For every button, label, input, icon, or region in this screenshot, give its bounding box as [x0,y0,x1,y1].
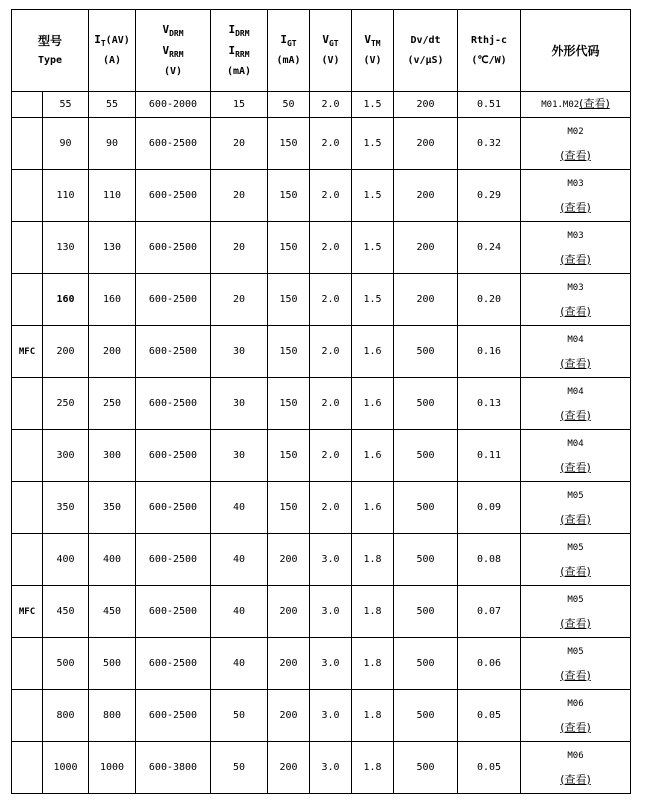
idrm-cell: 50 [211,690,268,742]
rth-cell: 0.32 [458,118,521,170]
rth-cell: 0.07 [458,586,521,638]
vtm-cell: 1.5 [352,92,394,118]
code-value: M05 [567,594,584,605]
it-cell: 250 [89,378,136,430]
rth-cell: 0.05 [458,742,521,794]
header-rth: Rthj-c (℃/W) [458,10,521,92]
header-vdrm-vrrm: $V_{DRM}$ $V_{RRM}$ (V) [136,10,211,92]
vdrm-cell: 600-2500 [136,690,211,742]
igt-cell: 150 [268,274,310,326]
vgt-cell: 2.0 [310,222,352,274]
dvdt-cell: 500 [394,638,458,690]
code-value: M03 [567,282,584,293]
code-cell [521,326,631,378]
table-row [12,326,631,378]
dvdt-cell: 500 [394,430,458,482]
idrm-cell: 30 [211,326,268,378]
model-cell: 55 [43,92,89,118]
view-link[interactable]: (查看) [560,148,591,162]
vtm-cell: 1.8 [352,742,394,794]
rth-cell: 0.20 [458,274,521,326]
rth-cell: 0.51 [458,92,521,118]
rth-cell: 0.16 [458,326,521,378]
igt-cell: 150 [268,222,310,274]
vgt-cell: 2.0 [310,118,352,170]
vdrm-cell: 600-2500 [136,638,211,690]
code-value: M05 [567,490,584,501]
vgt-cell: 2.0 [310,326,352,378]
model-cell: 110 [43,170,89,222]
header-dvdt: Dv/dt (v/μS) [394,10,458,92]
igt-cell: 150 [268,170,310,222]
code-cell [521,482,631,534]
vdrm-cell: 600-2500 [136,170,211,222]
vgt-cell: 2.0 [310,170,352,222]
vdrm-cell: 600-2500 [136,378,211,430]
code-value: M04 [567,438,584,449]
code-value: M03 [567,230,584,241]
idrm-cell: 20 [211,170,268,222]
it-cell: 110 [89,170,136,222]
it-cell: 200 [89,326,136,378]
view-link[interactable]: (查看) [560,252,591,266]
code-cell [521,742,631,794]
rth-cell: 0.09 [458,482,521,534]
vgt-cell: 2.0 [310,274,352,326]
igt-cell: 200 [268,586,310,638]
view-link[interactable]: (查看) [560,408,591,422]
table-body [12,92,631,794]
vgt-cell: 2.0 [310,482,352,534]
vtm-cell: 1.8 [352,586,394,638]
vdrm-cell: 600-2500 [136,430,211,482]
rth-cell: 0.11 [458,430,521,482]
it-cell: 400 [89,534,136,586]
header-it: $I_T(AV)$ (A) [89,10,136,92]
code-cell [521,170,631,222]
vtm-cell: 1.5 [352,222,394,274]
table-row [12,534,631,586]
header-vtm: $V_{TM}$ (V) [352,10,394,92]
model-cell: 1000 [43,742,89,794]
dvdt-cell: 200 [394,274,458,326]
it-cell: 450 [89,586,136,638]
vtm-cell: 1.5 [352,170,394,222]
type-cell [12,378,43,430]
vdrm-cell: 600-2500 [136,274,211,326]
vgt-cell: 3.0 [310,534,352,586]
type-cell [12,118,43,170]
code-cell [521,274,631,326]
code-value: M05 [567,542,584,553]
code-value: M06 [567,750,584,761]
table-row [12,638,631,690]
code-cell [521,638,631,690]
idrm-cell: 40 [211,534,268,586]
vdrm-cell: 600-2500 [136,118,211,170]
view-link[interactable]: (查看) [560,772,591,786]
table-row [12,274,631,326]
type-cell: MFC [12,326,43,378]
code-cell [521,586,631,638]
header-row [12,10,631,92]
view-link[interactable]: (查看) [560,460,591,474]
dvdt-cell: 500 [394,690,458,742]
it-cell: 800 [89,690,136,742]
code-value: M04 [567,334,584,345]
vgt-cell: 2.0 [310,430,352,482]
code-cell [521,690,631,742]
view-link[interactable]: (查看) [560,564,591,578]
table-row [12,378,631,430]
vtm-cell: 1.5 [352,274,394,326]
idrm-cell: 20 [211,222,268,274]
dvdt-cell: 200 [394,118,458,170]
idrm-cell: 20 [211,274,268,326]
igt-cell: 200 [268,690,310,742]
vtm-cell: 1.6 [352,326,394,378]
model-cell: 250 [43,378,89,430]
rth-cell: 0.24 [458,222,521,274]
dvdt-cell: 500 [394,326,458,378]
header-vgt: $V_{GT}$ (V) [310,10,352,92]
view-link[interactable]: (查看) [579,97,610,110]
model-cell: 350 [43,482,89,534]
vdrm-cell: 600-2500 [136,326,211,378]
vtm-cell: 1.6 [352,482,394,534]
vtm-cell: 1.6 [352,378,394,430]
rth-cell: 0.08 [458,534,521,586]
table-row [12,170,631,222]
dvdt-cell: 200 [394,92,458,118]
table-row [12,482,631,534]
igt-cell: 150 [268,482,310,534]
rth-cell: 0.13 [458,378,521,430]
igt-cell: 150 [268,378,310,430]
it-cell: 160 [89,274,136,326]
code-cell [521,378,631,430]
view-link[interactable]: (查看) [560,512,591,526]
idrm-cell: 30 [211,378,268,430]
header-idrm-irrm: $I_{DRM}$ $I_{RRM}$ (mA) [211,10,268,92]
dvdt-cell: 500 [394,482,458,534]
code-cell [521,430,631,482]
it-cell: 90 [89,118,136,170]
rth-cell: 0.06 [458,638,521,690]
code-cell [521,222,631,274]
vtm-cell: 1.6 [352,430,394,482]
dvdt-cell: 500 [394,586,458,638]
vdrm-cell: 600-2500 [136,222,211,274]
idrm-cell: 15 [211,92,268,118]
code-value: M01.M02 [541,100,580,110]
model-cell: 400 [43,534,89,586]
igt-cell: 50 [268,92,310,118]
header-type: 型号 Type [12,10,89,92]
igt-cell: 150 [268,326,310,378]
vdrm-cell: 600-2500 [136,586,211,638]
code-value: M02 [567,126,584,137]
dvdt-cell: 500 [394,742,458,794]
type-cell [12,274,43,326]
it-cell: 350 [89,482,136,534]
table-row [12,586,631,638]
type-cell [12,170,43,222]
table-row [12,742,631,794]
vtm-cell: 1.8 [352,534,394,586]
header-code: 外形代码 [521,10,631,92]
code-cell [521,534,631,586]
code-cell [521,92,631,118]
vgt-cell: 3.0 [310,742,352,794]
dvdt-cell: 200 [394,222,458,274]
view-link[interactable]: (查看) [560,200,591,214]
igt-cell: 150 [268,430,310,482]
it-cell: 1000 [89,742,136,794]
it-cell: 55 [89,92,136,118]
vtm-cell: 1.8 [352,690,394,742]
table-row [12,118,631,170]
vtm-cell: 1.5 [352,118,394,170]
table-row [12,222,631,274]
vdrm-cell: 600-2500 [136,534,211,586]
idrm-cell: 20 [211,118,268,170]
igt-cell: 200 [268,742,310,794]
view-link[interactable]: (查看) [560,720,591,734]
model-cell: 130 [43,222,89,274]
dvdt-cell: 200 [394,170,458,222]
vgt-cell: 3.0 [310,586,352,638]
vdrm-cell: 600-2000 [136,92,211,118]
view-link[interactable]: (查看) [560,668,591,682]
idrm-cell: 30 [211,430,268,482]
table-row [12,92,631,118]
dvdt-cell: 500 [394,534,458,586]
code-value: M03 [567,178,584,189]
table-row [12,690,631,742]
vgt-cell: 3.0 [310,690,352,742]
idrm-cell: 40 [211,638,268,690]
rth-cell: 0.05 [458,690,521,742]
it-cell: 500 [89,638,136,690]
view-link[interactable]: (查看) [560,304,591,318]
it-cell: 300 [89,430,136,482]
type-cell [12,482,43,534]
code-value: M04 [567,386,584,397]
type-cell [12,222,43,274]
spec-table [11,9,631,794]
type-cell [12,534,43,586]
vgt-cell: 2.0 [310,92,352,118]
model-cell: 800 [43,690,89,742]
model-cell: 90 [43,118,89,170]
header-igt: $I_{GT}$ (mA) [268,10,310,92]
type-cell [12,638,43,690]
idrm-cell: 50 [211,742,268,794]
idrm-cell: 40 [211,482,268,534]
code-value: M05 [567,646,584,657]
type-cell [12,92,43,118]
model-cell: 160 [43,274,89,326]
type-cell: MFC [12,586,43,638]
model-cell: 500 [43,638,89,690]
vdrm-cell: 600-3800 [136,742,211,794]
model-cell: 300 [43,430,89,482]
dvdt-cell: 500 [394,378,458,430]
type-cell [12,430,43,482]
model-cell: 450 [43,586,89,638]
vgt-cell: 2.0 [310,378,352,430]
igt-cell: 150 [268,118,310,170]
code-cell [521,118,631,170]
type-cell [12,742,43,794]
vtm-cell: 1.8 [352,638,394,690]
vdrm-cell: 600-2500 [136,482,211,534]
rth-cell: 0.29 [458,170,521,222]
type-cell [12,690,43,742]
table-row [12,430,631,482]
view-link[interactable]: (查看) [560,616,591,630]
it-cell: 130 [89,222,136,274]
igt-cell: 200 [268,534,310,586]
vgt-cell: 3.0 [310,638,352,690]
code-value: M06 [567,698,584,709]
model-cell: 200 [43,326,89,378]
igt-cell: 200 [268,638,310,690]
idrm-cell: 40 [211,586,268,638]
view-link[interactable]: (查看) [560,356,591,370]
